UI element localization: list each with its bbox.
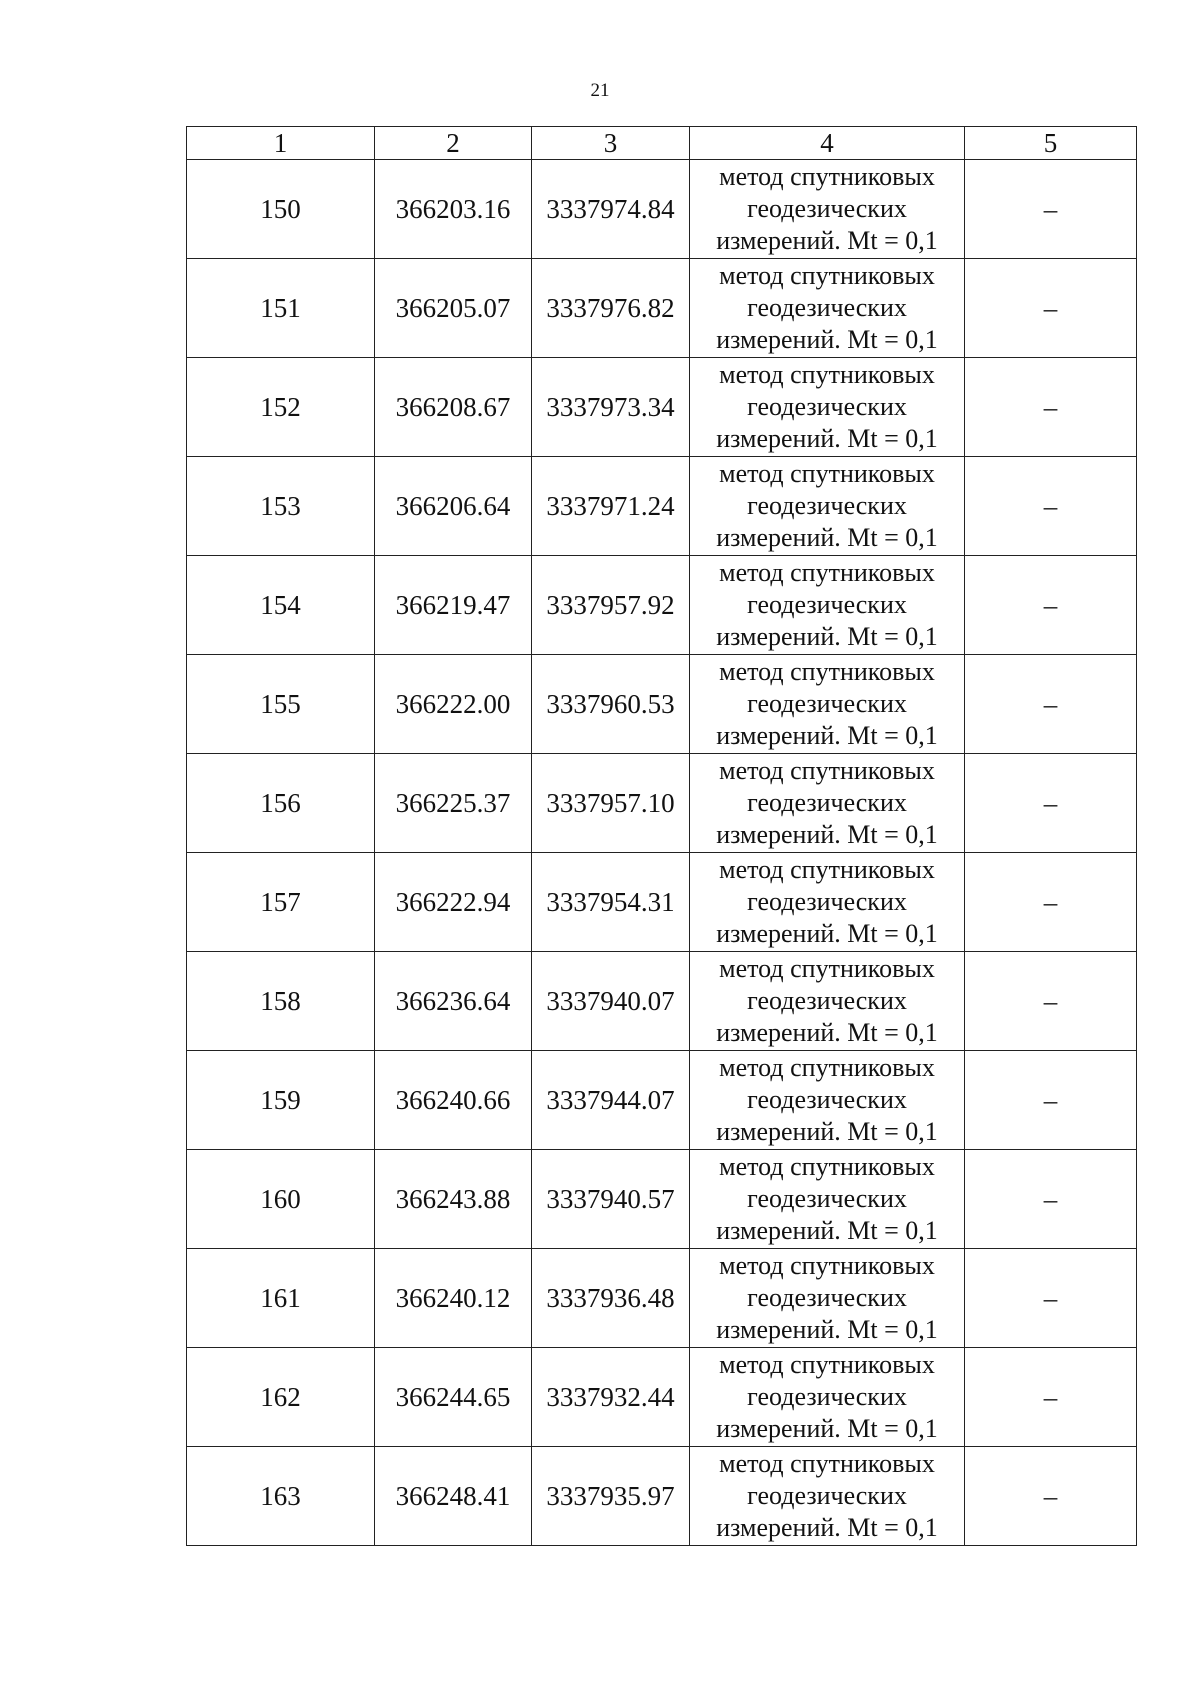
cell-method <box>690 1051 965 1150</box>
table-row <box>187 853 1137 952</box>
cell-note: – <box>965 259 1137 358</box>
method-line: геодезических <box>747 392 907 421</box>
cell-coordinate-y: 3337976.82 <box>532 259 690 358</box>
cell-point-number: 159 <box>187 1051 375 1150</box>
method-line: измерений. Mt = 0,1 <box>716 1216 938 1245</box>
method-line: метод спутниковых <box>719 954 935 983</box>
method-line: измерений. Mt = 0,1 <box>716 820 938 849</box>
cell-coordinate-x: 366205.07 <box>375 259 532 358</box>
cell-coordinate-x: 366222.00 <box>375 655 532 754</box>
cell-method <box>690 556 965 655</box>
table-row <box>187 1249 1137 1348</box>
cell-note: – <box>965 457 1137 556</box>
cell-coordinate-x: 366243.88 <box>375 1150 532 1249</box>
method-line: измерений. Mt = 0,1 <box>716 424 938 453</box>
table-row <box>187 1447 1137 1546</box>
cell-coordinate-y: 3337940.07 <box>532 952 690 1051</box>
method-line: метод спутниковых <box>719 558 935 587</box>
cell-point-number: 155 <box>187 655 375 754</box>
cell-note: – <box>965 655 1137 754</box>
method-line: измерений. Mt = 0,1 <box>716 622 938 651</box>
cell-point-number: 150 <box>187 160 375 259</box>
table-row <box>187 1348 1137 1447</box>
method-line: метод спутниковых <box>719 1251 935 1280</box>
method-line: метод спутниковых <box>719 162 935 191</box>
cell-coordinate-y: 3337940.57 <box>532 1150 690 1249</box>
cell-coordinate-y: 3337954.31 <box>532 853 690 952</box>
header-col-2: 2 <box>375 127 532 160</box>
cell-coordinate-x: 366225.37 <box>375 754 532 853</box>
method-line: метод спутниковых <box>719 1449 935 1478</box>
cell-method <box>690 259 965 358</box>
cell-point-number: 161 <box>187 1249 375 1348</box>
method-line: метод спутниковых <box>719 261 935 290</box>
cell-point-number: 157 <box>187 853 375 952</box>
cell-coordinate-y: 3337957.92 <box>532 556 690 655</box>
table-row <box>187 655 1137 754</box>
method-line: метод спутниковых <box>719 1152 935 1181</box>
cell-note: – <box>965 358 1137 457</box>
cell-coordinate-y: 3337974.84 <box>532 160 690 259</box>
cell-note: – <box>965 1447 1137 1546</box>
table-row <box>187 457 1137 556</box>
header-col-4: 4 <box>690 127 965 160</box>
cell-note: – <box>965 1051 1137 1150</box>
cell-point-number: 162 <box>187 1348 375 1447</box>
table-row <box>187 259 1137 358</box>
cell-method <box>690 853 965 952</box>
page-number: 21 <box>590 80 610 101</box>
method-line: метод спутниковых <box>719 459 935 488</box>
method-line: измерений. Mt = 0,1 <box>716 523 938 552</box>
cell-point-number: 153 <box>187 457 375 556</box>
method-line: метод спутниковых <box>719 360 935 389</box>
cell-method <box>690 1249 965 1348</box>
method-line: геодезических <box>747 1184 907 1213</box>
method-line: измерений. Mt = 0,1 <box>716 1315 938 1344</box>
cell-point-number: 151 <box>187 259 375 358</box>
cell-coordinate-y: 3337971.24 <box>532 457 690 556</box>
cell-coordinate-x: 366222.94 <box>375 853 532 952</box>
method-line: геодезических <box>747 194 907 223</box>
cell-note: – <box>965 952 1137 1051</box>
method-line: геодезических <box>747 590 907 619</box>
method-line: измерений. Mt = 0,1 <box>716 1414 938 1443</box>
cell-coordinate-x: 366248.41 <box>375 1447 532 1546</box>
table-row <box>187 952 1137 1051</box>
method-line: геодезических <box>747 1085 907 1114</box>
method-line: геодезических <box>747 1283 907 1312</box>
cell-coordinate-x: 366208.67 <box>375 358 532 457</box>
cell-coordinate-y: 3337935.97 <box>532 1447 690 1546</box>
table-row <box>187 1051 1137 1150</box>
method-line: геодезических <box>747 491 907 520</box>
header-col-3: 3 <box>532 127 690 160</box>
method-line: метод спутниковых <box>719 1053 935 1082</box>
method-line: геодезических <box>747 887 907 916</box>
table-row <box>187 1150 1137 1249</box>
method-line: измерений. Mt = 0,1 <box>716 721 938 750</box>
table-body <box>187 160 1137 1546</box>
cell-point-number: 158 <box>187 952 375 1051</box>
cell-coordinate-y: 3337932.44 <box>532 1348 690 1447</box>
cell-method <box>690 358 965 457</box>
cell-method <box>690 754 965 853</box>
cell-method <box>690 952 965 1051</box>
method-line: геодезических <box>747 1481 907 1510</box>
method-line: измерений. Mt = 0,1 <box>716 1018 938 1047</box>
cell-point-number: 160 <box>187 1150 375 1249</box>
cell-coordinate-x: 366206.64 <box>375 457 532 556</box>
cell-note: – <box>965 1150 1137 1249</box>
cell-coordinate-x: 366244.65 <box>375 1348 532 1447</box>
cell-method <box>690 1348 965 1447</box>
method-line: метод спутниковых <box>719 1350 935 1379</box>
cell-note: – <box>965 754 1137 853</box>
cell-method <box>690 655 965 754</box>
cell-coordinate-x: 366219.47 <box>375 556 532 655</box>
table-row <box>187 556 1137 655</box>
method-line: измерений. Mt = 0,1 <box>716 1513 938 1542</box>
cell-note: – <box>965 556 1137 655</box>
cell-point-number: 154 <box>187 556 375 655</box>
method-line: измерений. Mt = 0,1 <box>716 325 938 354</box>
method-line: метод спутниковых <box>719 756 935 785</box>
cell-method <box>690 160 965 259</box>
cell-method <box>690 1447 965 1546</box>
table-row <box>187 358 1137 457</box>
method-line: измерений. Mt = 0,1 <box>716 226 938 255</box>
method-line: геодезических <box>747 293 907 322</box>
cell-coordinate-x: 366240.66 <box>375 1051 532 1150</box>
cell-coordinate-y: 3337944.07 <box>532 1051 690 1150</box>
header-row <box>187 127 1137 160</box>
cell-coordinate-y: 3337960.53 <box>532 655 690 754</box>
method-line: измерений. Mt = 0,1 <box>716 919 938 948</box>
cell-point-number: 152 <box>187 358 375 457</box>
method-line: геодезических <box>747 788 907 817</box>
table-header <box>187 127 1137 160</box>
cell-note: – <box>965 1249 1137 1348</box>
cell-point-number: 163 <box>187 1447 375 1546</box>
cell-note: – <box>965 160 1137 259</box>
cell-note: – <box>965 1348 1137 1447</box>
method-line: метод спутниковых <box>719 855 935 884</box>
cell-method <box>690 457 965 556</box>
cell-coordinate-y: 3337957.10 <box>532 754 690 853</box>
table-row <box>187 754 1137 853</box>
method-line: геодезических <box>747 1382 907 1411</box>
cell-note: – <box>965 853 1137 952</box>
table-row <box>187 160 1137 259</box>
cell-method <box>690 1150 965 1249</box>
cell-coordinate-x: 366203.16 <box>375 160 532 259</box>
method-line: геодезических <box>747 986 907 1015</box>
cell-point-number: 156 <box>187 754 375 853</box>
cell-coordinate-y: 3337973.34 <box>532 358 690 457</box>
method-line: измерений. Mt = 0,1 <box>716 1117 938 1146</box>
cell-coordinate-y: 3337936.48 <box>532 1249 690 1348</box>
coordinates-table <box>186 126 1137 1546</box>
cell-coordinate-x: 366236.64 <box>375 952 532 1051</box>
cell-coordinate-x: 366240.12 <box>375 1249 532 1348</box>
method-line: метод спутниковых <box>719 657 935 686</box>
header-col-1: 1 <box>187 127 375 160</box>
header-col-5: 5 <box>965 127 1137 160</box>
method-line: геодезических <box>747 689 907 718</box>
